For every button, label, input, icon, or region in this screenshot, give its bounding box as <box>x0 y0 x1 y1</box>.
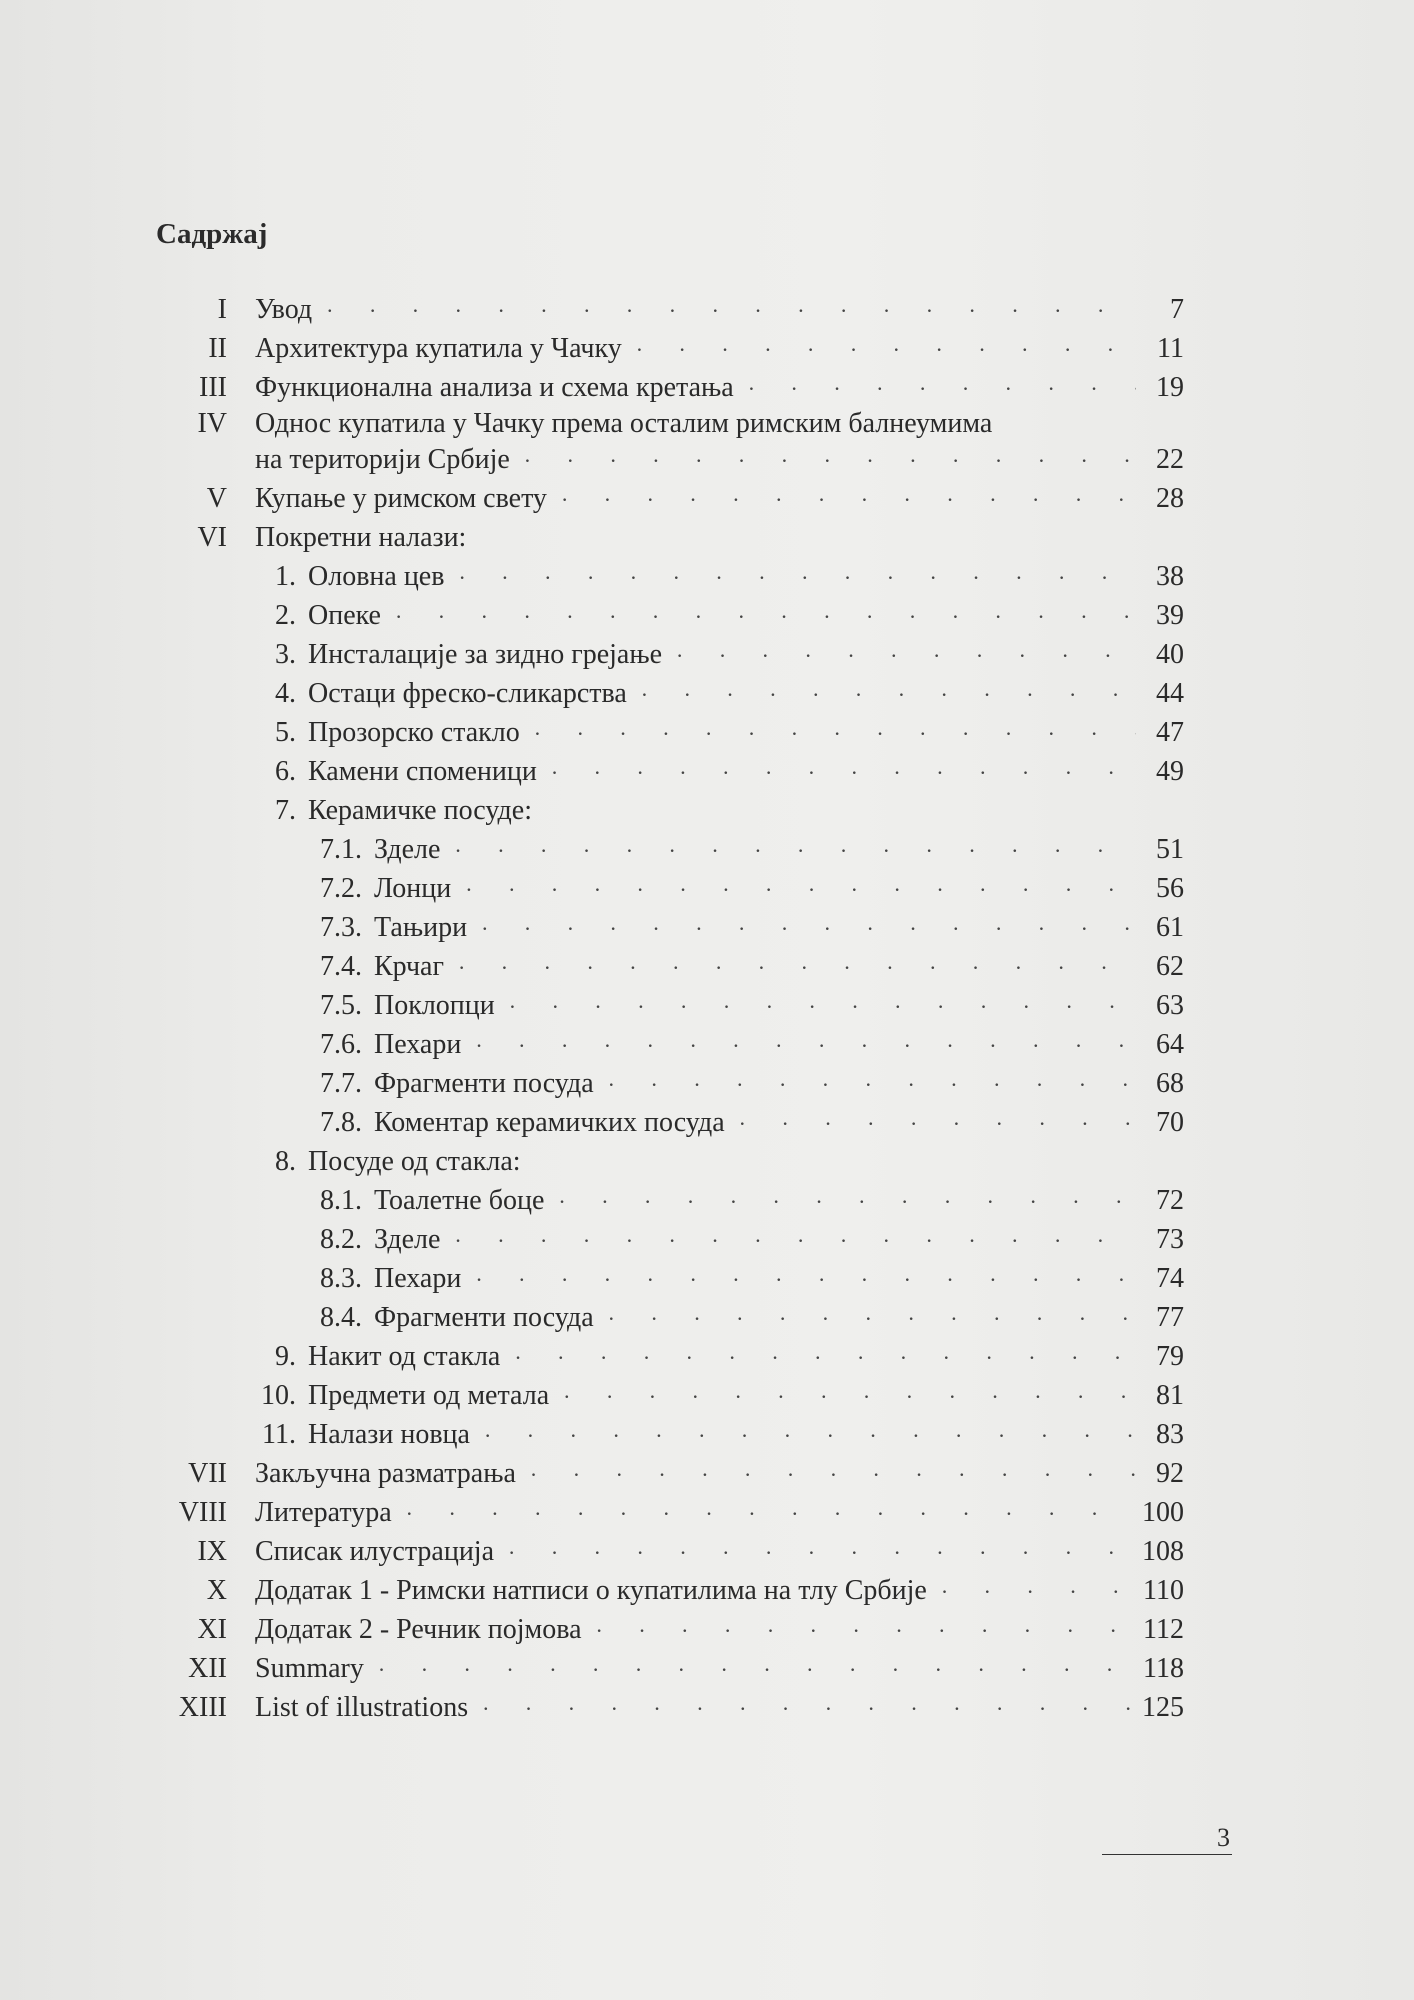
dot-leader <box>454 831 1136 870</box>
entry-title: Додатак 1 - Римски натписи о купатилима на тлу Србије <box>255 1575 927 1606</box>
dot-leader <box>739 1104 1136 1143</box>
toc-subsubentry <box>0 1259 1414 1298</box>
toc-subentry <box>0 674 1414 713</box>
roman-numeral: I <box>217 294 227 325</box>
entry-title: Однос купатила у Чачку према осталим римским балнеумима <box>255 408 993 439</box>
page-number: 22 <box>1156 444 1184 475</box>
entry-title: Поклопци <box>374 990 495 1021</box>
entry-number: 8. <box>275 1146 296 1177</box>
toc-entry-zakljucna <box>0 1454 1414 1493</box>
entry-number: 3. <box>275 639 296 670</box>
toc-subsubentry <box>0 908 1414 947</box>
toc-subsubentry <box>0 947 1414 986</box>
dot-leader <box>608 1065 1136 1104</box>
toc-subsubentry <box>0 1025 1414 1064</box>
page-number: 51 <box>1156 834 1184 865</box>
entry-number: 7. <box>275 795 296 826</box>
entry-title: Оловна цев <box>308 561 445 592</box>
entry-number: 5. <box>275 717 296 748</box>
entry-title: Зделе <box>374 1224 441 1255</box>
dot-leader <box>596 1611 1136 1650</box>
toc-subentry <box>0 791 1414 830</box>
roman-numeral: II <box>208 333 227 364</box>
page-number: 77 <box>1156 1302 1184 1333</box>
page-number: 100 <box>1142 1497 1184 1528</box>
toc-subentry <box>0 1376 1414 1415</box>
roman-numeral: IX <box>197 1536 227 1567</box>
roman-numeral: IV <box>197 408 227 439</box>
entry-title: List of illustrations <box>255 1692 469 1723</box>
entry-number: 7.5. <box>320 990 362 1021</box>
page-number: 112 <box>1143 1614 1184 1645</box>
toc-subentry <box>0 1415 1414 1454</box>
page-number: 118 <box>1143 1653 1184 1684</box>
toc-subsubentry <box>0 1220 1414 1259</box>
entry-title: Пехари <box>374 1263 462 1294</box>
roman-numeral: VIII <box>178 1497 227 1528</box>
entry-number: 10. <box>261 1380 296 1411</box>
dot-leader <box>454 1221 1136 1260</box>
entry-number: 7.8. <box>320 1107 362 1138</box>
entry-number: 7.3. <box>320 912 362 943</box>
page-number: 19 <box>1156 372 1184 403</box>
dot-leader <box>514 1338 1136 1377</box>
entry-number: 8.2. <box>320 1224 362 1255</box>
dot-leader <box>378 1650 1136 1689</box>
entry-title: Summary <box>255 1653 364 1684</box>
entry-number: 7.4. <box>320 951 362 982</box>
entry-title: Предмети од метала <box>308 1380 550 1411</box>
toc-subentry <box>0 635 1414 674</box>
entry-title: Накит од стакла <box>308 1341 501 1372</box>
page-number: 64 <box>1156 1029 1184 1060</box>
entry-title: Прозорско стакло <box>308 717 520 748</box>
entry-number: 4. <box>275 678 296 709</box>
entry-title: Пехари <box>374 1029 462 1060</box>
entry-title: Списак илустрација <box>255 1536 495 1567</box>
toc-subsubentry <box>0 830 1414 869</box>
roman-numeral: III <box>199 372 227 403</box>
entry-number: 1. <box>275 561 296 592</box>
dot-leader <box>508 1533 1136 1572</box>
roman-numeral: XI <box>197 1614 227 1645</box>
page-number: 49 <box>1156 756 1184 787</box>
dot-leader <box>534 714 1136 753</box>
page-number: 56 <box>1156 873 1184 904</box>
toc-subentry <box>0 1142 1414 1181</box>
dot-leader <box>563 1377 1136 1416</box>
entry-title: Коментар керамичких посуда <box>374 1107 725 1138</box>
roman-numeral: X <box>206 1575 227 1606</box>
entry-title: Налази новца <box>308 1419 470 1450</box>
dot-leader <box>561 480 1136 519</box>
toc-subentry <box>0 596 1414 635</box>
dot-leader <box>558 1182 1136 1221</box>
dot-leader <box>484 1416 1136 1455</box>
toc-subsubentry <box>0 1064 1414 1103</box>
toc-entry-pokretni <box>0 518 1414 557</box>
dot-leader <box>608 1299 1136 1338</box>
page-number: 83 <box>1156 1419 1184 1450</box>
entry-number: 7.2. <box>320 873 362 904</box>
page-number: 108 <box>1142 1536 1184 1567</box>
entry-title-continued: на територији Србије <box>255 444 510 475</box>
entry-title: Покретни налази: <box>255 522 467 553</box>
page-number: 7 <box>1170 294 1184 325</box>
entry-title: Инсталације за зидно грејање <box>308 639 663 670</box>
dot-leader <box>475 1026 1136 1065</box>
dot-leader <box>509 987 1136 1026</box>
entry-number: 8.4. <box>320 1302 362 1333</box>
dot-leader <box>458 948 1136 987</box>
roman-numeral: XII <box>188 1653 227 1684</box>
toc-entry-spisak <box>0 1532 1414 1571</box>
entry-number: 6. <box>275 756 296 787</box>
toc-heading: Садржај <box>156 218 268 250</box>
toc-subsubentry <box>0 986 1414 1025</box>
page-number: 39 <box>1156 600 1184 631</box>
entry-title: Архитектура купатила у Чачку <box>255 333 622 364</box>
toc-entry-dodatak-2 <box>0 1610 1414 1649</box>
entry-title: Крчаг <box>374 951 444 982</box>
dot-leader <box>395 597 1136 636</box>
page-number: 62 <box>1156 951 1184 982</box>
dot-leader <box>475 1260 1136 1299</box>
entry-number: 7.6. <box>320 1029 362 1060</box>
page-number: 73 <box>1156 1224 1184 1255</box>
dot-leader <box>458 558 1136 597</box>
roman-numeral: VII <box>188 1458 227 1489</box>
toc-entry-dodatak-1 <box>0 1571 1414 1610</box>
toc-entry-odnos-line1 <box>0 407 1414 440</box>
page-number: 70 <box>1156 1107 1184 1138</box>
dot-leader <box>941 1572 1136 1611</box>
toc-subentry <box>0 752 1414 791</box>
page-number: 68 <box>1156 1068 1184 1099</box>
entry-title: Литература <box>255 1497 392 1528</box>
entry-title: Фрагменти посуда <box>374 1302 594 1333</box>
entry-title: Тоалетне боце <box>374 1185 545 1216</box>
page-number: 47 <box>1156 717 1184 748</box>
toc-subsubentry <box>0 1298 1414 1337</box>
entry-number: 2. <box>275 600 296 631</box>
dot-leader <box>406 1494 1136 1533</box>
page-number: 92 <box>1156 1458 1184 1489</box>
toc-entry-list-of-illustrations <box>0 1688 1414 1727</box>
toc-entry-kupanje <box>0 479 1414 518</box>
page-folio-number: 3 <box>1102 1822 1232 1855</box>
dot-leader <box>465 870 1136 909</box>
dot-leader <box>530 1455 1136 1494</box>
page-number: 61 <box>1156 912 1184 943</box>
entry-number: 8.1. <box>320 1185 362 1216</box>
toc-entry-funkcionalna <box>0 368 1414 407</box>
page-number: 40 <box>1156 639 1184 670</box>
toc-subsubentry <box>0 1103 1414 1142</box>
entry-number: 7.1. <box>320 834 362 865</box>
page-number: 125 <box>1142 1692 1184 1723</box>
dot-leader <box>524 441 1136 480</box>
page-number: 63 <box>1156 990 1184 1021</box>
dot-leader <box>482 1689 1136 1728</box>
entry-title: Функционална анализа и схема кретања <box>255 372 734 403</box>
entry-title: Увод <box>255 294 313 325</box>
entry-title: Камени споменици <box>308 756 537 787</box>
toc-entry-summary <box>0 1649 1414 1688</box>
entry-title: Посуде од стакла: <box>308 1146 521 1177</box>
toc-subsubentry <box>0 869 1414 908</box>
dot-leader <box>641 675 1136 714</box>
entry-title: Купање у римском свету <box>255 483 547 514</box>
page-number: 81 <box>1156 1380 1184 1411</box>
page-number: 74 <box>1156 1263 1184 1294</box>
entry-title: Додатак 2 - Речник појмова <box>255 1614 582 1645</box>
toc-subentry <box>0 557 1414 596</box>
entry-number: 11. <box>262 1419 296 1450</box>
dot-leader <box>676 636 1136 675</box>
entry-title: Закључна разматрања <box>255 1458 516 1489</box>
toc-subentry <box>0 1337 1414 1376</box>
page-number: 11 <box>1157 333 1184 364</box>
dot-leader <box>636 330 1136 369</box>
page-number: 28 <box>1156 483 1184 514</box>
entry-title: Тањири <box>374 912 468 943</box>
page-number: 110 <box>1143 1575 1184 1606</box>
toc-entry-literatura <box>0 1493 1414 1532</box>
entry-title: Остаци фреско-сликарства <box>308 678 627 709</box>
toc-entry-arhitektura <box>0 329 1414 368</box>
page-number: 38 <box>1156 561 1184 592</box>
dot-leader <box>748 369 1136 408</box>
toc-entry-odnos-line2 <box>0 440 1414 479</box>
entry-title: Фрагменти посуда <box>374 1068 594 1099</box>
entry-title: Зделе <box>374 834 441 865</box>
entry-title: Опеке <box>308 600 381 631</box>
toc-subsubentry <box>0 1181 1414 1220</box>
entry-number: 9. <box>275 1341 296 1372</box>
roman-numeral: XIII <box>178 1692 227 1723</box>
toc-entry-uvod <box>0 290 1414 329</box>
toc-subentry <box>0 713 1414 752</box>
dot-leader <box>326 291 1136 330</box>
dot-leader <box>551 753 1136 792</box>
page-number: 79 <box>1156 1341 1184 1372</box>
roman-numeral: V <box>206 483 227 514</box>
page-number: 44 <box>1156 678 1184 709</box>
entry-number: 8.3. <box>320 1263 362 1294</box>
entry-number: 7.7. <box>320 1068 362 1099</box>
entry-title: Керамичке посуде: <box>308 795 533 826</box>
dot-leader <box>481 909 1136 948</box>
table-of-contents <box>0 290 1414 1727</box>
entry-title: Лонци <box>374 873 452 904</box>
roman-numeral: VI <box>197 522 227 553</box>
page-number: 72 <box>1156 1185 1184 1216</box>
